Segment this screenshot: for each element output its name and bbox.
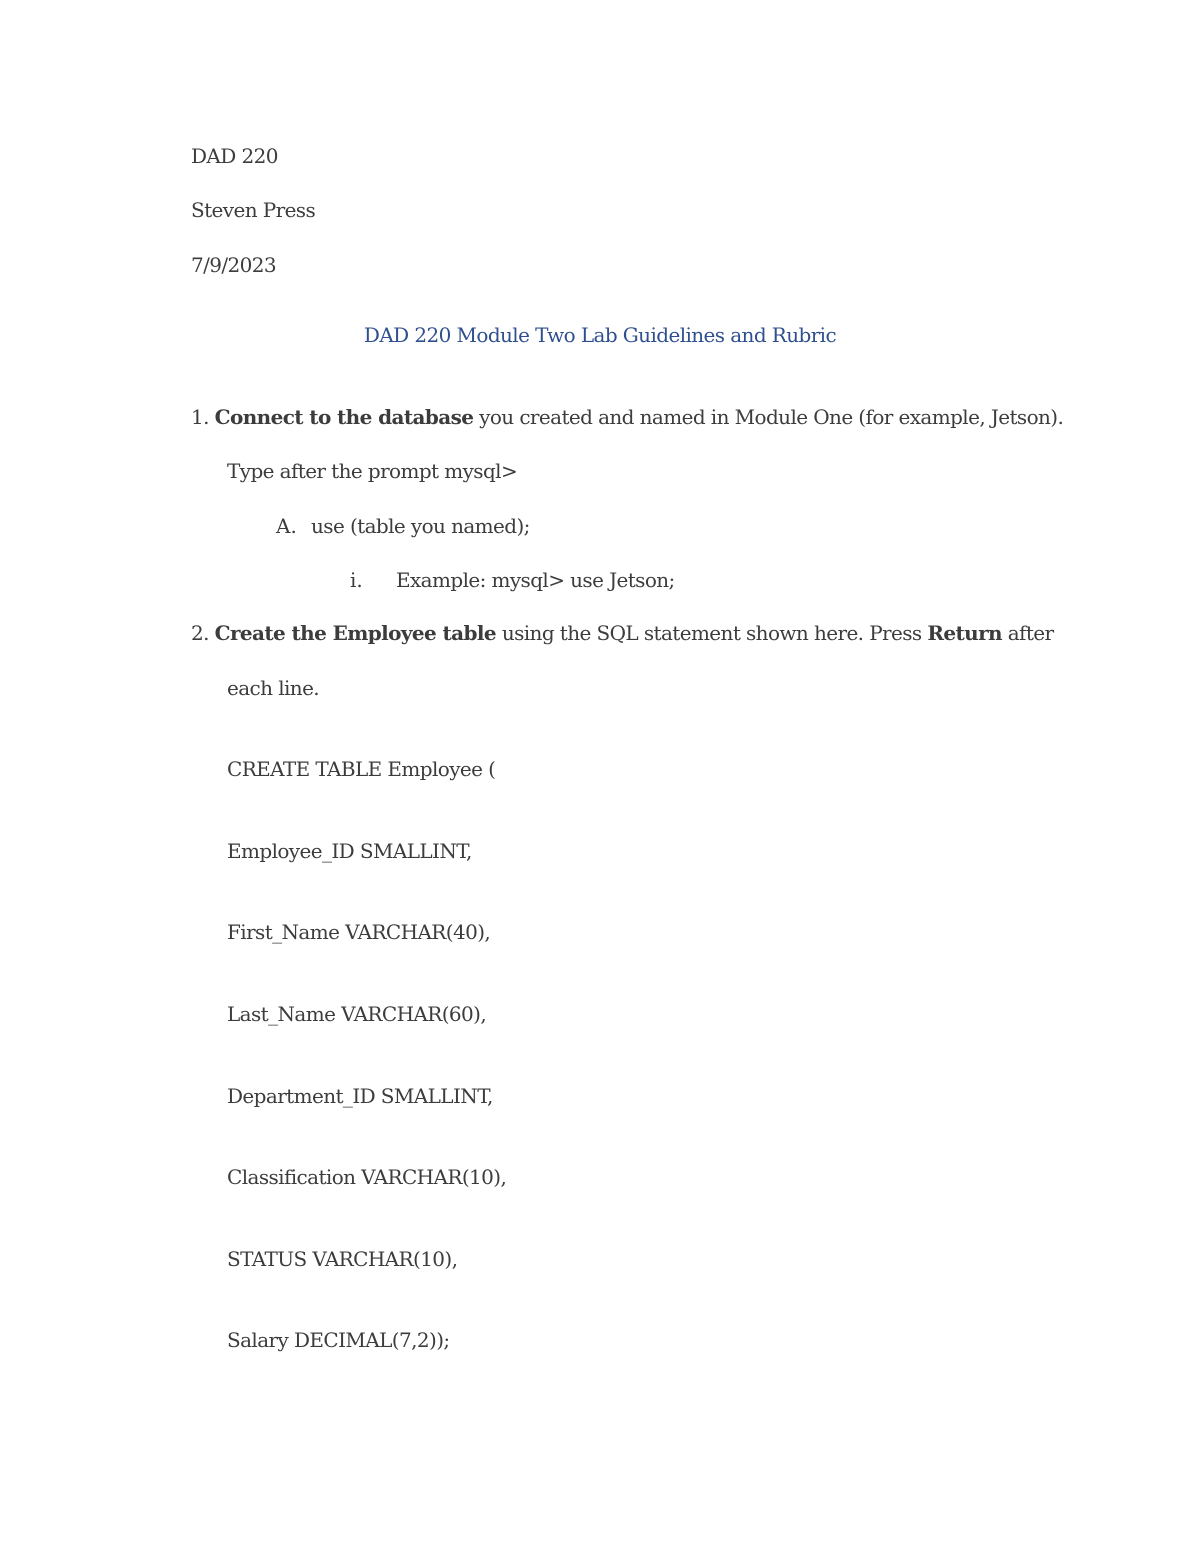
sub-a-text: use (table you named); [311,514,530,538]
step-1-number: 1. [191,405,209,429]
document-title: DAD 220 Module Two Lab Guidelines and Rubric [363,323,837,347]
document-date: 7/9/2023 [191,253,277,277]
step-2-number: 2. [191,621,209,645]
step-1 [191,405,1063,429]
step-2-bold: Create the Employee table [214,621,497,645]
sql-line: CREATE TABLE Employee ( [227,757,496,781]
step-2-text-2: after [1001,621,1054,645]
sql-line: Department_ID SMALLINT, [227,1084,493,1108]
step-2-continuation: each line. [227,676,320,700]
sql-line: STATUS VARCHAR(10), [227,1247,458,1271]
sql-line: Salary DECIMAL(7,2)); [227,1328,450,1352]
step-2 [191,621,1053,645]
step-1-text: you created and named in Module One (for example, Jetson). [473,405,1064,429]
author-name: Steven Press [191,198,316,222]
sub-i-marker: i. [350,568,363,592]
sql-line: First_Name VARCHAR(40), [227,920,491,944]
sql-line: Classification VARCHAR(10), [227,1165,507,1189]
step-1-bold: Connect to the database [214,405,474,429]
sub-i-text: Example: mysql> use Jetson; [396,568,675,592]
sql-line: Last_Name VARCHAR(60), [227,1002,487,1026]
sql-line: Employee_ID SMALLINT, [227,839,472,863]
sub-a-marker: A. [276,514,297,538]
course-code: DAD 220 [191,144,278,168]
step-2-text: using the SQL statement shown here. Press [496,621,928,645]
step-2-return: Return [927,621,1002,645]
step-1-prompt: Type after the prompt mysql> [227,459,518,483]
